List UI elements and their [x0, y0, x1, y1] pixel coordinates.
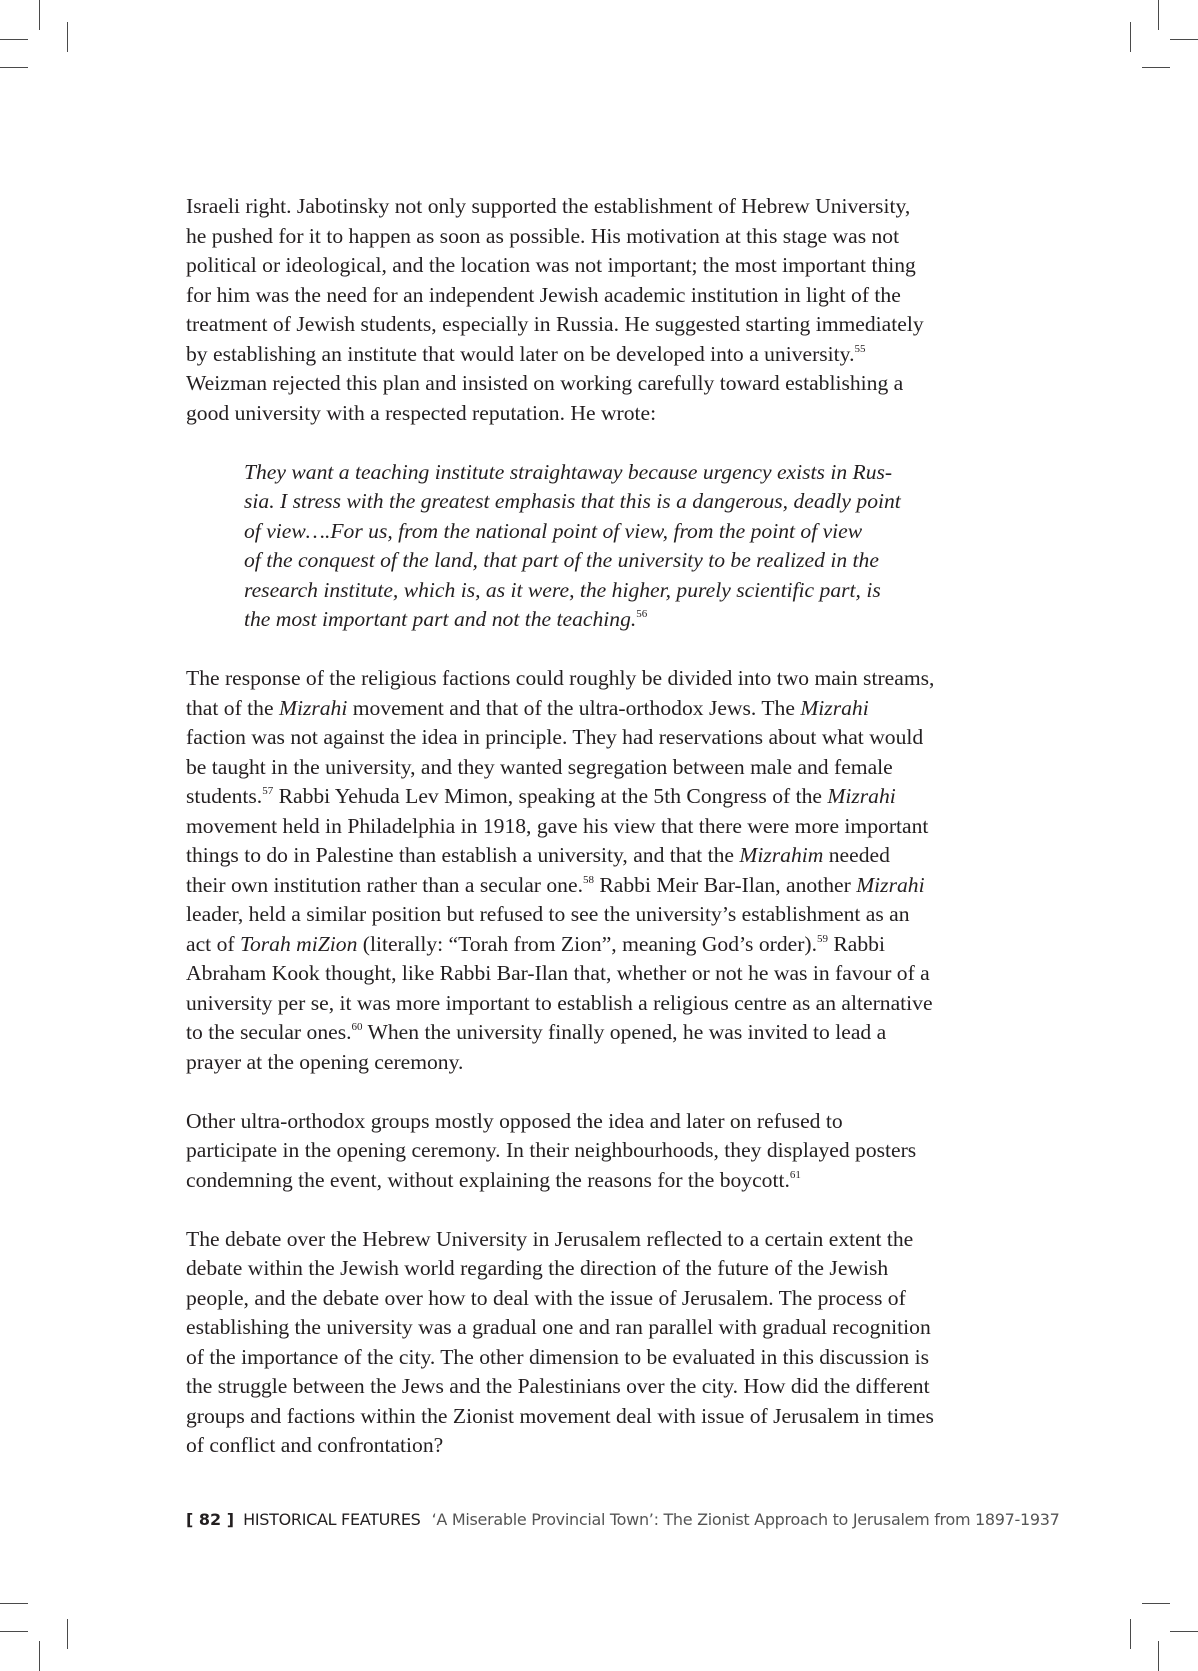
page-number: [ 82 ] [186, 1510, 235, 1529]
text-line [186, 782, 996, 812]
text-line [186, 340, 996, 370]
crop-mark [1170, 1631, 1198, 1632]
crop-mark [0, 1631, 28, 1632]
text-line [186, 694, 996, 724]
footnote-ref: 55 [854, 342, 866, 355]
text-line [186, 930, 996, 960]
text-run: Rabbi Meir Bar-Ilan, another [593, 872, 857, 897]
text-line: Other ultra-orthodox groups mostly opposed the idea and later on refused to [186, 1108, 843, 1133]
footnote-ref: 58 [582, 873, 594, 886]
italic-term: Torah miZion [239, 931, 358, 956]
section-name: HISTORICAL FEATURES [243, 1510, 421, 1529]
text-line: university per se, it was more important to establish a religious centre as an alternative [186, 990, 933, 1015]
crop-mark [39, 1641, 40, 1671]
text-line: leader, held a similar position but refused to see the university’s establishment as an [186, 902, 910, 926]
text-line: Abraham Kook thought, like Rabbi Bar-Ilan that, whether or not he was in favour of a [186, 961, 930, 985]
text-line: of the importance of the city. The other dimension to be evaluated in this discussion is [186, 1344, 930, 1369]
page-footer [186, 1510, 1060, 1529]
body-text [186, 192, 996, 1461]
crop-mark [1158, 1641, 1159, 1671]
text-line [186, 871, 996, 901]
footnote-ref: 60 [351, 1021, 363, 1033]
text-line: Weizman rejected this plan and insisted on working carefully toward establishing a [186, 371, 904, 395]
crop-mark [67, 1619, 68, 1649]
crop-mark [39, 0, 40, 30]
italic-term: Mizrahi [278, 695, 348, 720]
text-line: political or ideological, and the location was not important; the most important thing [186, 253, 916, 277]
paragraph-3 [186, 1107, 996, 1196]
crop-mark [0, 67, 28, 68]
text-run: (literally: “Torah from Zion”, meaning God’s order). [357, 931, 817, 956]
text-run: When the university finally opened, he was invited to lead a [362, 1020, 887, 1044]
crop-mark [0, 1603, 28, 1604]
crop-mark [1142, 67, 1170, 68]
text-line: of conflict and confrontation? [186, 1433, 444, 1457]
quote-line: of view….For us, from the national point of view, from the point of view [244, 518, 863, 543]
italic-term: Mizrahi [856, 872, 925, 897]
crop-mark [1170, 39, 1198, 40]
text-run: things to do in Palestine than establish a university, and that the [186, 843, 740, 867]
text-run: their own institution rather than a secular one. [186, 872, 583, 897]
text-line: establishing the university was a gradual one and ran parallel with gradual recognition [186, 1315, 931, 1339]
text-line: The debate over the Hebrew University in Jerusalem reflected to a certain extent the [186, 1226, 914, 1251]
footnote-ref: 56 [636, 608, 648, 620]
quote-line: of the conquest of the land, that part of the university to be realized in the [244, 548, 879, 572]
crop-mark [1158, 0, 1159, 30]
text-line: be taught in the university, and they wanted segregation between male and female [186, 754, 893, 779]
text-line: movement held in Philadelphia in 1918, gave his view that there were more important [186, 813, 929, 838]
quote-line: They want a teaching institute straightaway because urgency exists in Rus- [244, 459, 893, 484]
text-run: by establishing an institute that would later on be developed into a university. [186, 341, 855, 366]
text-line: The response of the religious factions could roughly be divided into two main streams, [186, 666, 935, 690]
quote-line: research institute, which is, as it were, the higher, purely scientific part, is [244, 577, 881, 602]
text-line: groups and factions within the Zionist movement deal with issue of Jerusalem in times [186, 1403, 934, 1428]
italic-term: Mizrahim [739, 843, 824, 867]
footnote-ref: 57 [262, 785, 274, 797]
crop-mark [67, 22, 68, 52]
crop-mark [1130, 22, 1131, 52]
text-run: students. [186, 784, 263, 808]
text-line: prayer at the opening ceremony. [186, 1049, 464, 1074]
paragraph-4 [186, 1225, 996, 1461]
paragraph-1 [186, 192, 996, 428]
paragraph-2 [186, 664, 996, 1077]
text-line [186, 1018, 996, 1048]
footnote-ref: 61 [789, 1168, 801, 1181]
article-title: ‘A Miserable Provincial Town’: The Zionist Approach to Jerusalem from 1897-1937 [431, 1510, 1060, 1529]
text-line [186, 841, 996, 871]
text-run: Rabbi Yehuda Lev Mimon, speaking at the 5th Congress of the [273, 784, 828, 808]
text-run: movement and that of the ultra-orthodox Jews. The [347, 695, 801, 720]
crop-mark [0, 39, 28, 40]
text-line: he pushed for it to happen as soon as possible. His motivation at this stage was not [186, 223, 900, 248]
quote-line: sia. I stress with the greatest emphasis that this is a dangerous, deadly point [244, 489, 901, 513]
crop-mark [1130, 1619, 1131, 1649]
text-line: debate within the Jewish world regarding the direction of the future of the Jewish [186, 1256, 889, 1280]
text-line [186, 1166, 996, 1196]
text-line: good university with a respected reputation. He wrote: [186, 400, 657, 425]
footnote-ref: 59 [816, 932, 828, 945]
text-run: the most important part and not the teaching. [244, 607, 637, 631]
text-line: treatment of Jewish students, especially in Russia. He suggested starting immediately [186, 312, 924, 336]
text-run: condemning the event, without explaining the reasons for the boycott. [186, 1167, 790, 1192]
text-line: the struggle between the Jews and the Palestinians over the city. How did the different [186, 1374, 930, 1398]
text-line: faction was not against the idea in principle. They had reservations about what would [186, 725, 924, 749]
text-line: participate in the opening ceremony. In their neighbourhoods, they displayed posters [186, 1138, 917, 1162]
text-run: act of [186, 931, 240, 956]
quote-line [244, 605, 996, 635]
block-quote [244, 458, 996, 635]
text-run: to the secular ones. [186, 1020, 352, 1044]
crop-mark [1142, 1603, 1170, 1604]
text-line: Israeli right. Jabotinsky not only supported the establishment of Hebrew University, [186, 194, 911, 218]
text-line: for him was the need for an independent Jewish academic institution in light of the [186, 282, 901, 307]
text-run: needed [823, 843, 890, 867]
text-run: that of the [186, 695, 279, 720]
italic-term: Mizrahi [800, 695, 869, 720]
italic-term: Mizrahi [827, 784, 896, 808]
text-line: people, and the debate over how to deal with the issue of Jerusalem. The process of [186, 1285, 906, 1310]
text-run: Rabbi [827, 931, 885, 956]
